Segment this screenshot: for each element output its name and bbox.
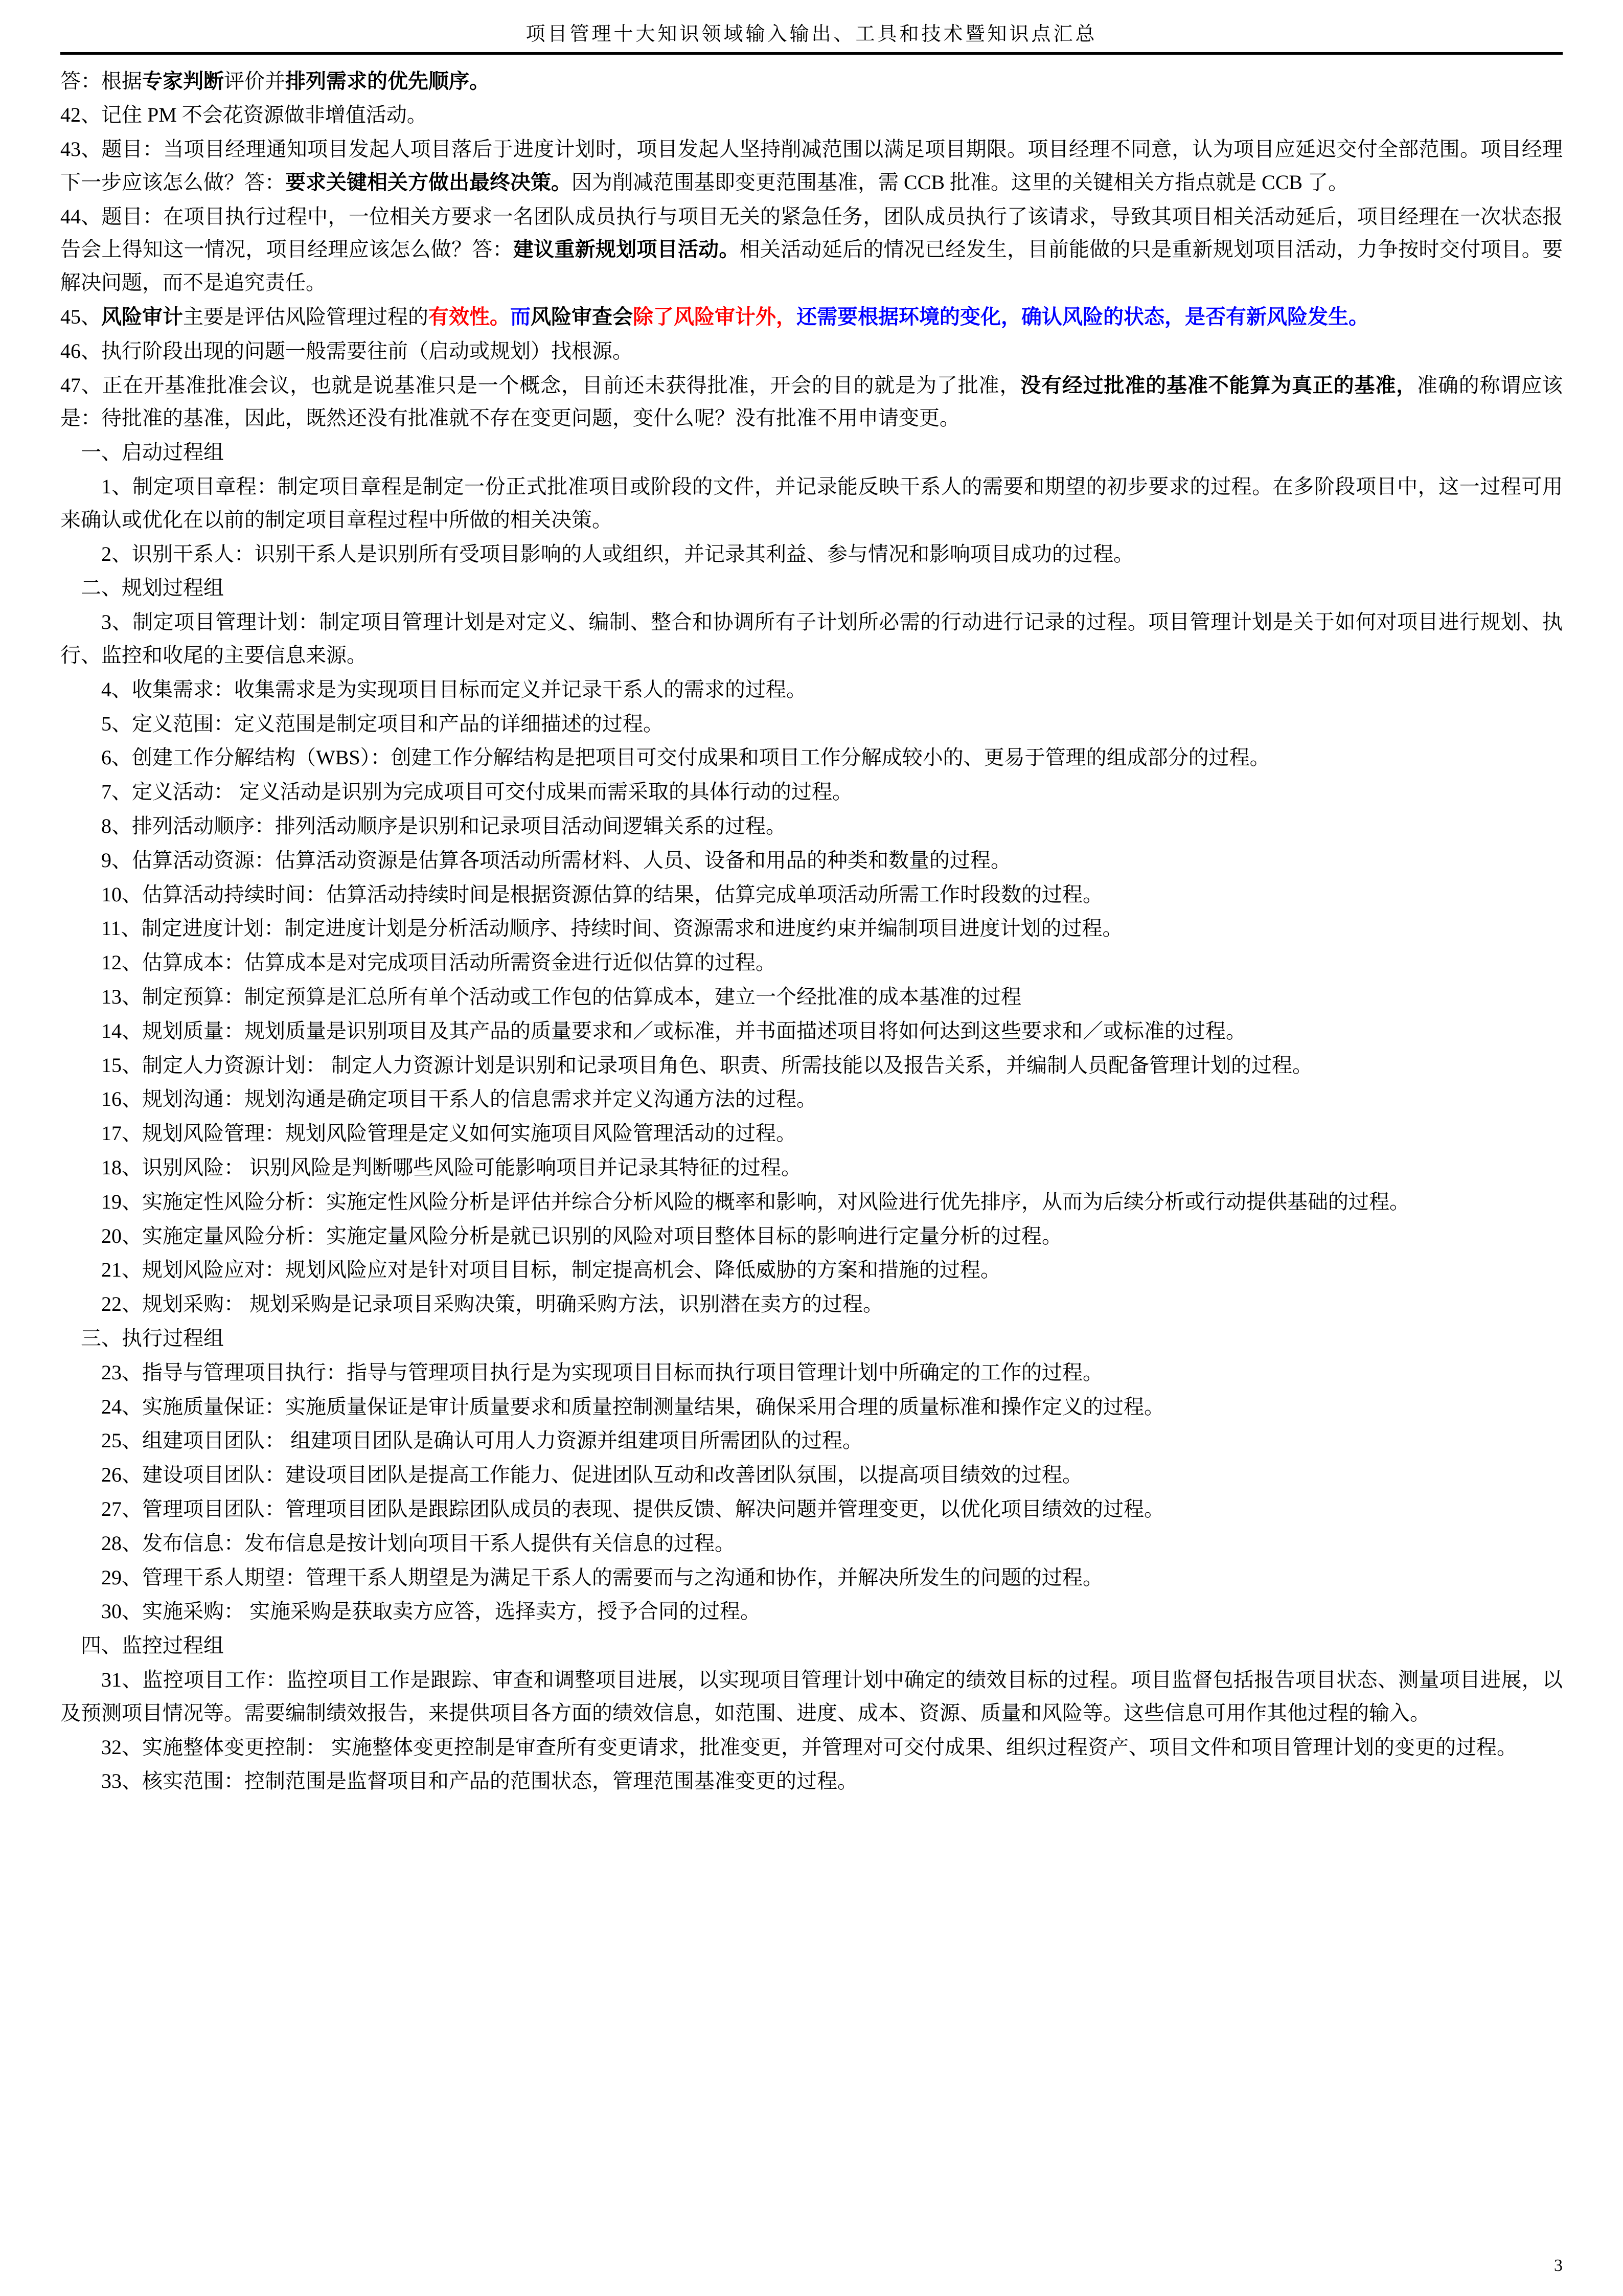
process-item-5: 5、定义范围：定义范围是制定项目和产品的详细描述的过程。 <box>101 712 664 735</box>
item-43-tail: 因为削减范围基即变更范围基准，需 CCB 批准。这里的关键相关方指点就是 CCB 了。 <box>572 170 1349 194</box>
item-44-bold: 建议重新规划项目活动。 <box>513 238 740 261</box>
item-44-tail: 相关活动延后的情况已经发生，目前能做的只是重新规划项目活动，力争按时交付项目。要解决问题，而不是追究责任。 <box>60 238 1563 294</box>
item-44 <box>60 200 1563 300</box>
process-item-16: 16、规划沟通：规划沟通是确定项目干系人的信息需求并定义沟通方法的过程。 <box>101 1087 817 1111</box>
process-item-19: 19、实施定性风险分析：实施定性风险分析是评估并综合分析风险的概率和影响，对风险进行优先排序，从而为后续分析或行动提供基础的过程。 <box>101 1190 1410 1213</box>
item-43-lead: 43、题目：当项目经理通知项目发起人项目落后于进度计划时，项目发起人坚持削减范围以满足项目期限。项目经理不同意，认为项目应延迟交付全部范围。项目经理下一步应该怎么做？答： <box>60 138 1563 194</box>
process-item-20: 20、实施定量风险分析：实施定量风险分析是就已识别的风险对项目整体目标的影响进行定量分析的过程。 <box>101 1224 1062 1247</box>
process-item-33: 33、核实范围：控制范围是监督项目和产品的范围状态，管理范围基准变更的过程。 <box>101 1769 858 1793</box>
process-item-2: 2、识别干系人：识别干系人是识别所有受项目影响的人或组织，并记录其利益、参与情况和影响项目成功的过程。 <box>101 542 1134 565</box>
item-45-blue-conjunction: 而 <box>510 305 531 329</box>
item-45 <box>60 301 1563 334</box>
process-item-21: 21、规划风险应对：规划风险应对是针对项目目标，制定提高机会、降低威胁的方案和措施的过程。 <box>101 1258 1001 1282</box>
process-item-4: 4、收集需求：收集需求是为实现项目目标而定义并记录干系人的需求的过程。 <box>101 677 807 701</box>
process-item-10: 10、估算活动持续时间：估算活动持续时间是根据资源估算的结果，估算完成单项活动所需工作时段数的过程。 <box>101 882 1103 906</box>
process-item-30: 30、实施采购： 实施采购是获取卖方应答，选择卖方，授予合同的过程。 <box>101 1600 761 1623</box>
item-45-bold-risk-audit: 风险审计 <box>101 305 183 329</box>
item-45-blue-tail: 还需要根据环境的变化，确认风险的状态，是否有新风险发生。 <box>796 305 1369 329</box>
process-item-28: 28、发布信息：发布信息是按计划向项目干系人提供有关信息的过程。 <box>101 1531 735 1555</box>
process-item-26: 26、建设项目团队：建设项目团队是提高工作能力、促进团队互动和改善团队氛围，以提高项目绩效的过程。 <box>101 1463 1083 1487</box>
item-47-tail: 准确的称谓应该是：待批准的基准，因此，既然还没有批准就不存在变更问题，变什么呢？没有批准不用申请变更。 <box>60 373 1563 430</box>
item-47-lead: 47、正在开基准批准会议，也就是说基准只是一个概念，目前还未获得批准，开会的目的就是为了批准， <box>60 373 1021 397</box>
process-item-23: 23、指导与管理项目执行：指导与管理项目执行是为实现项目目标而执行项目管理计划中所确定的工作的过程。 <box>101 1360 1103 1384</box>
item-43 <box>60 133 1563 199</box>
process-item-29: 29、管理干系人期望：管理干系人期望是为满足干系人的需要而与之沟通和协作，并解决所发生的问题的过程。 <box>101 1565 1103 1589</box>
item-45-number: 45、 <box>60 305 101 329</box>
item-42: 42、记住 PM 不会花资源做非增值活动。 <box>60 103 427 127</box>
process-item-12: 12、估算成本：估算成本是对完成项目活动所需资金进行近似估算的过程。 <box>101 951 776 974</box>
process-item-18: 18、识别风险： 识别风险是判断哪些风险可能影响项目并记录其特征的过程。 <box>101 1156 802 1179</box>
item-46: 46、执行阶段出现的问题一般需要往前（启动或规划）找根源。 <box>60 339 633 362</box>
group-heading-planning: 二、规划过程组 <box>81 576 224 600</box>
process-item-27: 27、管理项目团队：管理项目团队是跟踪团队成员的表现、提供反馈、解决问题并管理变更，以优化项目绩效的过程。 <box>101 1497 1164 1520</box>
item-44-lead: 44、题目：在项目执行过程中，一位相关方要求一名团队成员执行与项目无关的紧急任务，团队成员执行了该请求，导致其项目相关活动延后，项目经理在一次状态报告会上得知这一情况，项目经理应该怎么做？答： <box>60 204 1563 261</box>
group-heading-initiating: 一、启动过程组 <box>81 441 224 464</box>
process-item-8: 8、排列活动顺序：排列活动顺序是识别和记录项目活动间逻辑关系的过程。 <box>101 814 786 838</box>
process-item-25: 25、组建项目团队： 组建项目团队是确认可用人力资源并组建项目所需团队的过程。 <box>101 1429 863 1452</box>
header-divider <box>60 52 1563 55</box>
answer-bold-priority: 排列需求的优先顺序。 <box>285 69 490 93</box>
process-item-32: 32、实施整体变更控制： 实施整体变更控制是审查所有变更请求，批准变更，并管理对可交付成果、组织过程资产、项目文件和项目管理计划的变更的过程。 <box>101 1735 1517 1759</box>
process-item-6: 6、创建工作分解结构（WBS）：创建工作分解结构是把项目可交付成果和项目工作分解成较小的、更易于管理的组成部分的过程。 <box>101 746 1270 769</box>
running-header: 项目管理十大知识领域输入输出、工具和技术暨知识点汇总 <box>525 24 1098 45</box>
page-number: 3 <box>1554 2256 1563 2275</box>
group-heading-executing: 三、执行过程组 <box>81 1326 224 1350</box>
process-item-3: 3、制定项目管理计划：制定项目管理计划是对定义、编制、整合和协调所有子计划所必需的行动进行记录的过程。项目管理计划是关于如何对项目进行规划、执行、监控和收尾的主要信息来源。 <box>60 610 1563 667</box>
document-body <box>60 65 1563 1799</box>
process-item-14: 14、规划质量：规划质量是识别项目及其产品的质量要求和／或标准，并书面描述项目将如何达到这些要求和／或标准的过程。 <box>101 1019 1246 1042</box>
item-45-plain: 主要是评估风险管理过程的 <box>183 305 428 329</box>
process-item-11: 11、制定进度计划：制定进度计划是分析活动顺序、持续时间、资源需求和进度约束并编制项目进度计划的过程。 <box>101 917 1123 940</box>
process-item-9: 9、估算活动资源：估算活动资源是估算各项活动所需材料、人员、设备和用品的种类和数量的过程。 <box>101 848 1011 872</box>
item-45-red-except: 除了风险审计外， <box>633 305 796 329</box>
item-47 <box>60 369 1563 436</box>
answer-paragraph <box>60 65 1563 98</box>
answer-prefix: 答：根据 <box>60 69 142 93</box>
process-item-1: 1、制定项目章程：制定项目章程是制定一份正式批准项目或阶段的文件，并记录能反映干系人的需要和期望的初步要求的过程。在多阶段项目中，这一过程可用来确认或优化在以前的制定项目章程过程中所做的相关决策。 <box>60 475 1563 531</box>
answer-bold-expert-judgement: 专家判断 <box>142 69 224 93</box>
process-item-22: 22、规划采购： 规划采购是记录项目采购决策，明确采购方法，识别潜在卖方的过程。 <box>101 1292 883 1316</box>
item-47-bold: 没有经过批准的基准不能算为真正的基准， <box>1020 373 1418 397</box>
item-45-bold-risk-review: 风险审查会 <box>531 305 633 329</box>
process-item-15: 15、制定人力资源计划： 制定人力资源计划是识别和记录项目角色、职责、所需技能以及报告关系，并编制人员配备管理计划的过程。 <box>101 1053 1313 1077</box>
process-item-31: 31、监控项目工作：监控项目工作是跟踪、审查和调整项目进展，以实现项目管理计划中确定的绩效目标的过程。项目监督包括报告项目状态、测量项目进展，以及预测项目情况等。需要编制绩效报告，来提供项目各方面的绩效信息，如范围、进度、成本、资源、质量和风险等。这些信息可用作其他过程的输入。 <box>60 1668 1563 1724</box>
item-45-red-effectiveness: 有效性。 <box>428 305 510 329</box>
item-43-bold: 要求关键相关方做出最终决策。 <box>285 170 572 194</box>
process-item-24: 24、实施质量保证：实施质量保证是审计质量要求和质量控制测量结果，确保采用合理的质量标准和操作定义的过程。 <box>101 1395 1164 1418</box>
process-item-17: 17、规划风险管理：规划风险管理是定义如何实施项目风险管理活动的过程。 <box>101 1122 796 1145</box>
process-item-13: 13、制定预算：制定预算是汇总所有单个活动或工作包的估算成本，建立一个经批准的成本基准的过程 <box>101 985 1021 1009</box>
process-item-7: 7、定义活动： 定义活动是识别为完成项目可交付成果而需采取的具体行动的过程。 <box>101 780 853 804</box>
group-heading-monitoring: 四、监控过程组 <box>81 1634 224 1657</box>
answer-mid: 评价并 <box>224 69 285 93</box>
